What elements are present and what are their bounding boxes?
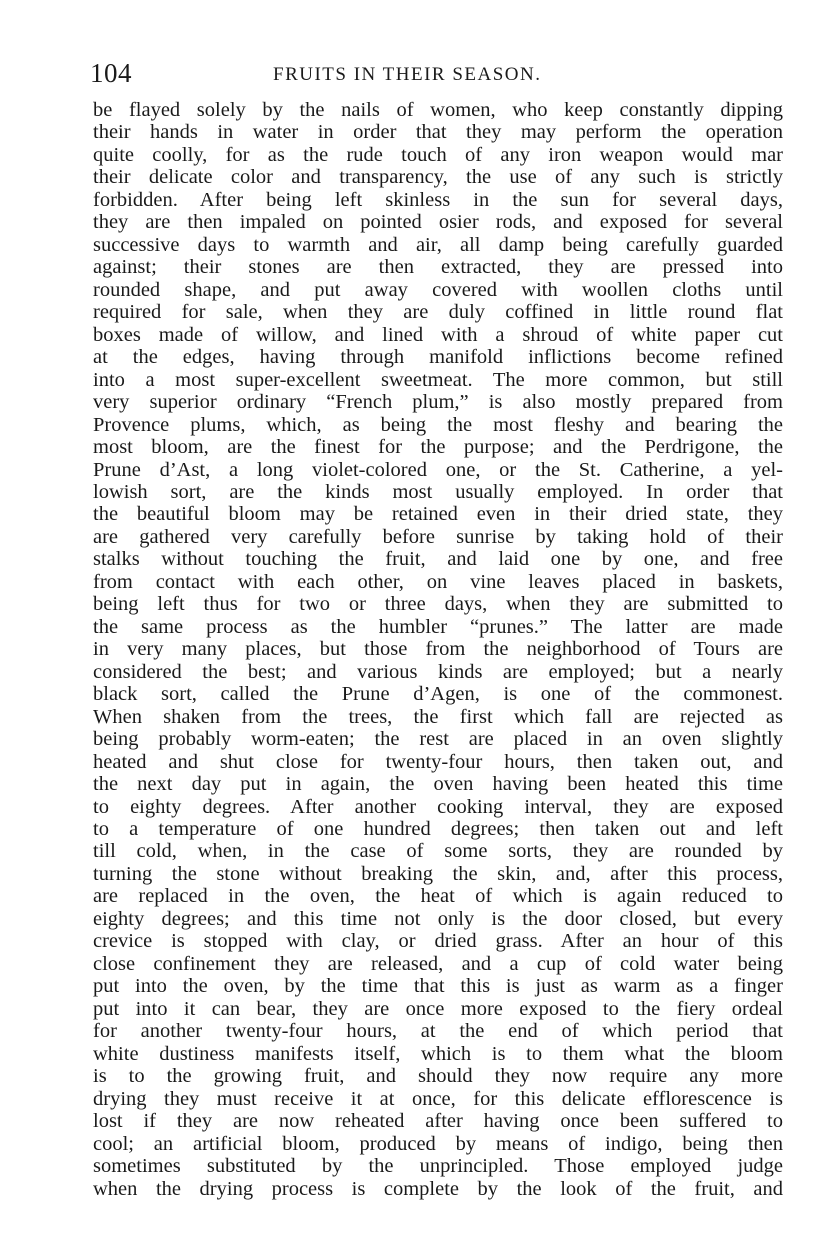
text-line: boxes made of willow, and lined with a shroud of white paper cut <box>93 323 783 346</box>
text-line: required for sale, when they are duly coffined in little round flat <box>93 301 783 324</box>
text-line: for another twenty-four hours, at the end of which period that <box>93 1020 783 1043</box>
text-line: rounded shape, and put away covered with woollen cloths until <box>93 278 783 301</box>
text-line: the beautiful bloom may be retained even in their dried state, they <box>93 503 783 526</box>
running-title: FRUITS IN THEIR SEASON. <box>273 64 542 85</box>
text-line: is to the growing fruit, and should they now require any more <box>93 1065 783 1088</box>
text-line: lowish sort, are the kinds most usually employed. In order that <box>93 480 783 503</box>
body-text <box>93 99 783 1200</box>
text-line: they are then impaled on pointed osier rods, and exposed for several <box>93 211 783 234</box>
text-line: in very many places, but those from the neighborhood of Tours are <box>93 638 783 661</box>
text-line: Provence plums, which, as being the most fleshy and bearing the <box>93 413 783 436</box>
text-line: put into it can bear, they are once more exposed to the fiery ordeal <box>93 997 783 1020</box>
text-line: from contact with each other, on vine leaves placed in baskets, <box>93 570 783 593</box>
text-line: black sort, called the Prune d’Agen, is one of the commonest. <box>93 683 783 706</box>
text-line: into a most super-excellent sweetmeat. The more common, but still <box>93 368 783 391</box>
text-line: successive days to warmth and air, all damp being carefully guarded <box>93 233 783 256</box>
text-line: at the edges, having through manifold inflictions become refined <box>93 346 783 369</box>
text-line: stalks without touching the fruit, and laid one by one, and free <box>93 548 783 571</box>
page-number: 104 <box>90 58 132 88</box>
text-line: turning the stone without breaking the skin, and, after this process, <box>93 862 783 885</box>
text-line: their hands in water in order that they may perform the operation <box>93 121 783 144</box>
text-line: when the drying process is complete by the look of the fruit, and <box>93 1177 783 1200</box>
text-line: forbidden. After being left skinless in the sun for several days, <box>93 188 783 211</box>
text-line: crevice is stopped with clay, or dried grass. After an hour of this <box>93 930 783 953</box>
text-line: When shaken from the trees, the first which fall are rejected as <box>93 705 783 728</box>
text-line: to a temperature of one hundred degrees; then taken out and left <box>93 818 783 840</box>
text-line: being probably worm-eaten; the rest are placed in an oven slightly <box>93 728 783 751</box>
text-line: till cold, when, in the case of some sorts, they are rounded by <box>93 840 783 863</box>
page-header <box>90 58 780 92</box>
text-line: put into the oven, by the time that this is just as warm as a finger <box>93 975 783 998</box>
text-line: Prune d’Ast, a long violet-colored one, or the St. Catherine, a yel- <box>93 458 783 481</box>
text-line: being left thus for two or three days, when they are submitted to <box>93 593 783 616</box>
text-line: are replaced in the oven, the heat of which is again reduced to <box>93 885 783 908</box>
text-line: eighty degrees; and this time not only is the door closed, but every <box>93 907 783 930</box>
text-line: most bloom, are the finest for the purpose; and the Perdrigone, the <box>93 436 783 459</box>
text-line: be flayed solely by the nails of women, who keep constantly dipping <box>93 99 783 121</box>
text-line: white dustiness manifests itself, which is to them what the bloom <box>93 1042 783 1065</box>
text-line: very superior ordinary “French plum,” is also mostly prepared from <box>93 391 783 414</box>
text-line: quite coolly, for as the rude touch of any iron weapon would mar <box>93 143 783 166</box>
text-line: considered the best; and various kinds are employed; but a nearly <box>93 660 783 683</box>
text-line: drying they must receive it at once, for this delicate efflorescence is <box>93 1087 783 1110</box>
text-line: against; their stones are then extracted, they are pressed into <box>93 256 783 279</box>
text-line: to eighty degrees. After another cooking interval, they are exposed <box>93 795 783 818</box>
text-line: the same process as the humbler “prunes.” The latter are made <box>93 615 783 638</box>
text-line: cool; an artificial bloom, produced by means of indigo, being then <box>93 1132 783 1155</box>
text-line: are gathered very carefully before sunrise by taking hold of their <box>93 525 783 548</box>
text-line: heated and shut close for twenty-four hours, then taken out, and <box>93 750 783 773</box>
text-line: close confinement they are released, and a cup of cold water being <box>93 952 783 975</box>
text-line: their delicate color and transparency, the use of any such is strictly <box>93 166 783 189</box>
text-line: sometimes substituted by the unprincipled. Those employed judge <box>93 1155 783 1178</box>
text-line: lost if they are now reheated after having once been suffered to <box>93 1110 783 1133</box>
text-line: the next day put in again, the oven having been heated this time <box>93 773 783 796</box>
